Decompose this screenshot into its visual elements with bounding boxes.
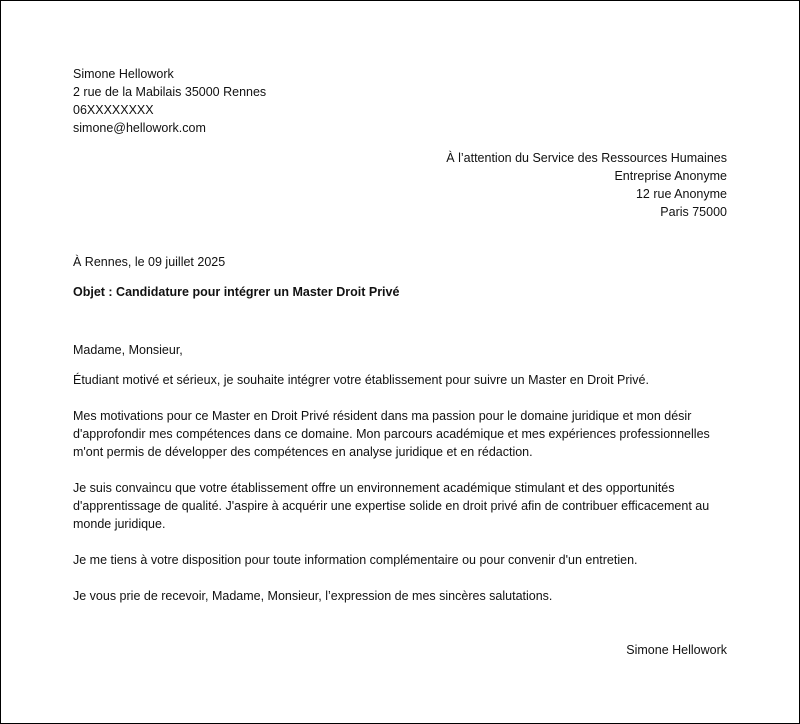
recipient-street: 12 rue Anonyme <box>635 187 727 201</box>
greeting: Madame, Monsieur, <box>73 343 183 357</box>
signature: Simone Hellowork <box>626 643 727 657</box>
sender-phone: 06XXXXXXXX <box>73 103 154 117</box>
paragraph-intro: Étudiant motivé et sérieux, je souhaite intégrer votre établissement pour suivre un Master en Droit Privé. <box>73 373 649 387</box>
place-date: À Rennes, le 09 juillet 2025 <box>73 255 226 269</box>
recipient-company: Entreprise Anonyme <box>614 169 727 183</box>
sender-block <box>73 65 266 137</box>
paragraph-closing: Je vous prie de recevoir, Madame, Monsieur, l’expression de mes sincères salutations. <box>73 589 553 603</box>
paragraph-availability: Je me tiens à votre disposition pour toute information complémentaire ou pour convenir d'un entretien. <box>73 553 638 567</box>
sender-name: Simone Hellowork <box>73 67 174 81</box>
subject-line: Objet : Candidature pour intégrer un Master Droit Privé <box>73 285 400 299</box>
recipient-attention: À l’attention du Service des Ressources Humaines <box>446 151 727 165</box>
paragraph-motivations: Mes motivations pour ce Master en Droit Privé résident dans ma passion pour le domaine juridique et mon désir d'approfondir mes compétences dans ce domaine. Mon parcours académique et mes expériences professionnelles m'ont permis de développer des compétences en analyse juridique et en rédaction. <box>73 409 710 459</box>
recipient-city: Paris 75000 <box>660 205 727 219</box>
sender-email: simone@hellowork.com <box>73 121 206 135</box>
sender-address: 2 rue de la Mabilais 35000 Rennes <box>73 85 267 99</box>
recipient-block <box>446 149 727 221</box>
paragraph-institution: Je suis convaincu que votre établissement offre un environnement académique stimulant et des opportunités d'apprentissage de qualité. J'aspire à acquérir une expertise solide en droit privé afin de contribuer efficacement au monde juridique. <box>73 481 710 531</box>
letter-body <box>73 341 733 623</box>
